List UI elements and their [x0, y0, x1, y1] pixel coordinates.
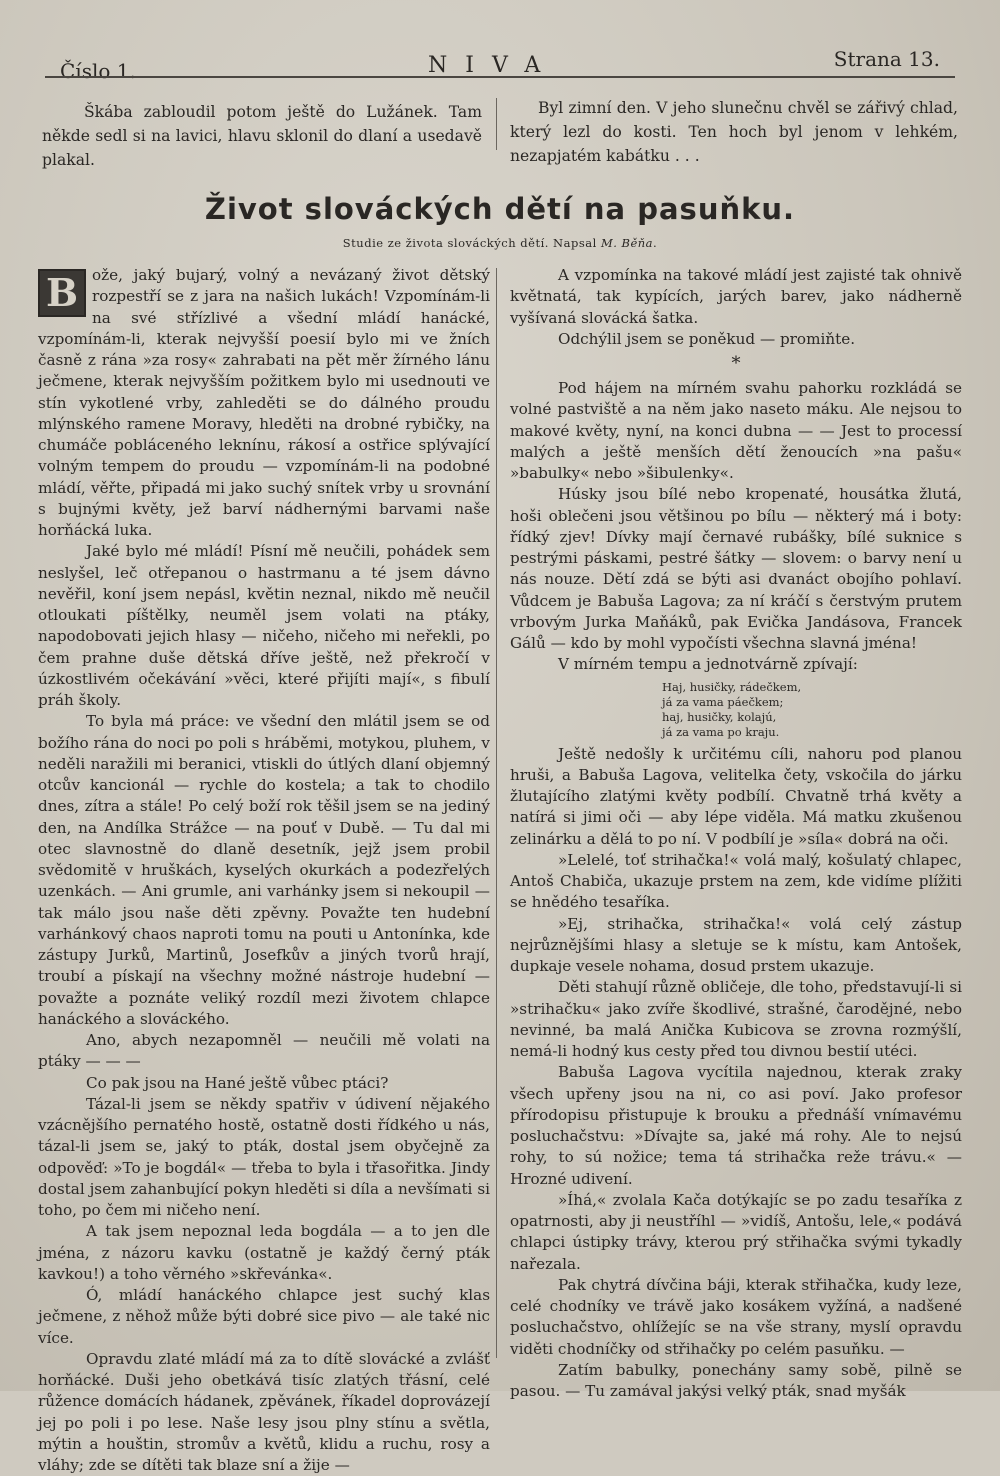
- paragraph: A tak jsem nepoznal leda bogdála — a to jen dle jména, z názoru kavku (ostatně je každý černý pták kavkou!) a toho věrného »skřevánka«.: [38, 1222, 490, 1283]
- article-subtitle: [0, 236, 1000, 250]
- paragraph: V mírném tempu a jednotvárně zpívají:: [558, 655, 858, 674]
- article-left-column: [38, 265, 490, 1476]
- paragraph: Pak chytrá dívčina báji, kterak střihačka, kudy leze, celé chodníky ve trávě jako kosákem vyžíná, a nadšené posluchačstvo, ohlížejíc se na vše strany, myslí opravdu viděti chodníčky od střihačky po celém pasuňku. —: [510, 1275, 962, 1358]
- paragraph: »Lelelé, toť strihačka!« volá malý, košulatý chlapec, Antoš Chabiča, ukazuje prstem na zem, kde vidíme plížiti se hnědého tesaříka.: [510, 850, 962, 912]
- paragraph: Ano, abych nezapomněl — neučili mě volati na ptáky — — —: [38, 1031, 490, 1071]
- paragraph: Tázal-li jsem se někdy spatřiv v údivení nějakého vzácnějšího pernatého hostě, ostatně dosti řídkého u nás, tázal-li jsem se, jaký to pták, dostal jsem obyčejně za odpověď: »To je bogdál« — třeba to byla i třasořitka. Jindy dostal jsem zahanbující pokyn hleděti si díla a nevšímati si toho, po čem mi ničeho není.: [38, 1094, 490, 1219]
- subtitle-author: M. Běňa: [600, 236, 654, 250]
- paragraph: Děti stahují různě obličeje, dle toho, představují-li si »strihačku« jako zvíře škodlivé, strašné, čarodějné, nebo nevinné, ba malá Anička Kubicova se zrovna rozmýšlí, nemá-li hodný kus cesty před tou divnou bestií utéci.: [510, 978, 962, 1060]
- paragraph: [38, 265, 490, 541]
- paragraph-text: ože, jaký bujarý, volný a nevázaný život dětský rozpestří se z jara na našich lukách! Vzpomínám-li na své střízlivé a všední mládí hanácké, vzpomínám-li, kterak nejvyšší poesií bylo mi ve žních časně z rána »za rosy« zahrabati na pět měr žírného lánu ječmene, kterak nejvyšším požitkem bylo mi usednouti ve stín vykotlené vrby, zahleděti se do dálného proudu mlýnského ramene Moravy, hleděti na drobné rybičky, na chumáče pobláceného leknínu, rákosí a ostřice splývající volným tempem do proudu — vzpomínám-li na podobné mládí, věřte, připadá mi jako suchý snítek vrby u srovnání s bujnými květy, jež barví nádhernými barvami naše horňácká luka.: [38, 266, 490, 539]
- column-divider: [496, 268, 497, 1358]
- article-right-column: [510, 265, 962, 1402]
- paragraph: Ó, mládí hanáckého chlapce jest suchý klas ječmene, z něhož může býti dobré sice pivo — ale také nic více.: [38, 1286, 490, 1347]
- subtitle-text: Studie ze života slováckých dětí. Napsal: [342, 236, 597, 250]
- paragraph: Jaké bylo mé mládí! Písní mě neučili, pohádek sem neslyšel, leč otřepanou o hastrmanu a té jsem dávno nevěřil, koní jsem nepásl, květin neznal, nikdo mě neučil otloukati píštělky, neuměl jsem volati na ptáky, napodobovati jejich hlasy — ničeho, ničeho mi neřekli, po čem prahne duše dětská dříve ještě, než překročí v úzkostlivém očekávání »věci, které přijíti mají«, s fibulí práh školy.: [38, 542, 490, 709]
- subtitle-period: .: [653, 236, 658, 250]
- paragraph: Co pak jsou na Hané ještě vůbec ptáci?: [86, 1073, 389, 1092]
- paragraph: A vzpomínka na takové mládí jest zajisté tak ohnivě květnatá, tak kypících, jarých barev, jako nádherně vyšívaná slovácká šatka.: [510, 266, 962, 327]
- song-line: haj, husičky, kolajú,: [662, 709, 777, 724]
- header-rule: [45, 76, 955, 78]
- drop-cap: B: [38, 269, 86, 317]
- paragraph: Opravdu zlaté mládí má za to dítě slovácké a zvlášť horňácké. Duši jeho obetkává tisíc zlatých třásní, celé růžence domácích hádanek, zpěvánek, říkadel doprovázejí jej po poli i po lese. Naše lesy jsou plny stínu a světla, mýtin a houštin, stromův a květů, klidu a ruchu, rosy a vláhy; zde se dítěti tak blaze sní a žije —: [38, 1349, 490, 1474]
- paragraph: Zatím babulky, ponechány samy sobě, pilně se pasou. — Tu zamával jakýsi velký pták, snad myšák: [510, 1360, 962, 1400]
- page-number: Strana 13.: [833, 47, 940, 71]
- issue-number: Číslo 1.: [60, 59, 136, 83]
- paragraph: »Íhá,« zvolala Kača dotýkajíc se po zadu tesaříka z opatrnosti, aby ji neustříhl — »vidíš, Antošu, lele,« podává chlapci ústipky trávy, kterou prý střihačka svými tykadly nařezala.: [510, 1190, 962, 1273]
- prev-article-left: [42, 100, 482, 172]
- prev-article-left-text: Škába zabloudil potom ještě do Lužánek. Tam někde sedl si na lavici, hlavu sklonil do dlaní a usedavě plakal.: [42, 103, 482, 169]
- journal-title: NIVA: [428, 53, 559, 78]
- paragraph: Pod hájem na mírném svahu pahorku rozkládá se volné pastviště a na něm jako naseto máku. Ale nejsou to makové květy, nyní, na konci dubna — — Jest to processí malých a ještě menších dětí ženoucích »na pašu« »babulky« nebo »šibulenky«.: [510, 379, 962, 482]
- paragraph: Ještě nedošly k určitému cíli, nahoru pod planou hruši, a Babuša Lagova, velitelka čety, vskočila do járku žlutajícího zlatými květy podbílí. Chvatně trhá květy a natírá si jimi oči — aby lépe viděla. Má matku zkušenou zelinárku a dělá to po ní. V podbílí je »síla« dobrá na oči.: [510, 744, 962, 848]
- prev-article-right-text: Byl zimní den. V jeho slunečnu chvěl se zářivý chlad, který lezl do kosti. Ten hoch byl jenom v lehkém, nezapjatém kabátku . . .: [510, 99, 958, 165]
- paragraph: Húsky jsou bílé nebo kropenaté, housátka žlutá, hoši oblečeni jsou většinou po bílu — některý má i boty: řídký zjev! Dívky mají černavé rubášky, bílé suknice s pestrými páskami, pestré šátky — slovem: o barvy není u nás nouze. Dětí zdá se býti asi dvanáct obojího pohlaví. Vůdcem je Babuša Lagova; za ní kráčí s čerstvým prutem vrbovým Jurka Maňáků, pak Evička Jandásova, Francek Gálů — kdo by mohl vypočísti všechna slavná jména!: [510, 485, 962, 652]
- section-break-asterisk: *: [731, 353, 741, 374]
- column-divider-top: [496, 98, 497, 150]
- song-verse: [662, 680, 962, 740]
- song-line: Haj, husičky, rádečkem,: [662, 679, 802, 694]
- paragraph: »Ej, strihačka, strihačka!« volá celý zástup nejrůznějšími hlasy a sletuje se k místu, kam Antošek, dupkaje vesele nohama, dosud prstem ukazuje.: [510, 914, 962, 975]
- song-line: já za vama páečkem;: [662, 694, 784, 709]
- page-header: [60, 47, 940, 83]
- song-line: já za vama po kraju.: [662, 724, 780, 739]
- paragraph: Odchýlil jsem se poněkud — promiňte.: [558, 329, 856, 348]
- prev-article-right: [510, 96, 958, 168]
- paragraph: Babuša Lagova vycítila najednou, kterak zraky všech upřeny jsou na ni, co asi poví. Jako profesor přírodopisu přistupuje k brouku a přednáší vnímavému posluchačstvu: »Dívajte sa, jaké má rohy. Ale to nejsú rohy, to sú nožice; tema tá strihačka reže trávu.« — Hrozné udivení.: [510, 1063, 962, 1188]
- paragraph: To byla má práce: ve všední den mlátil jsem se od božího rána do noci po poli s hráběmi, motykou, pluhem, v neděli naražili mi beranici, vtiskli do útlých dlaní objemný otcův kancionál — rychle do kostela; a tak to chodilo dnes, zítra a stále! Po celý boží rok těšil jsem se na jediný den, na Andílka Strážce — na pouť v Dubě. — Tu dal mi otec slavnostně do dlaně desetník, jejž jsem probil svědomitě v hruškách, kyselých okurkách a podezřelých uzenkách. — Ani grumle, ani varhánky jsem si nekoupil — tak málo jsou naše děti zpěvny. Považte ten hudební varhánkový chaos naproti tomu na pouti u Antonínka, kde zástupy Jurků, Martinů, Josefkův a jiných tvorů hrají, troubí a pískají na všechny možné nástroje hudební — považte a poznáte veliký rozdíl mezi životem chlapce hanáckého a slováckého.: [38, 712, 490, 1028]
- article-title: Život slováckých dětí na pasuňku.: [204, 192, 796, 226]
